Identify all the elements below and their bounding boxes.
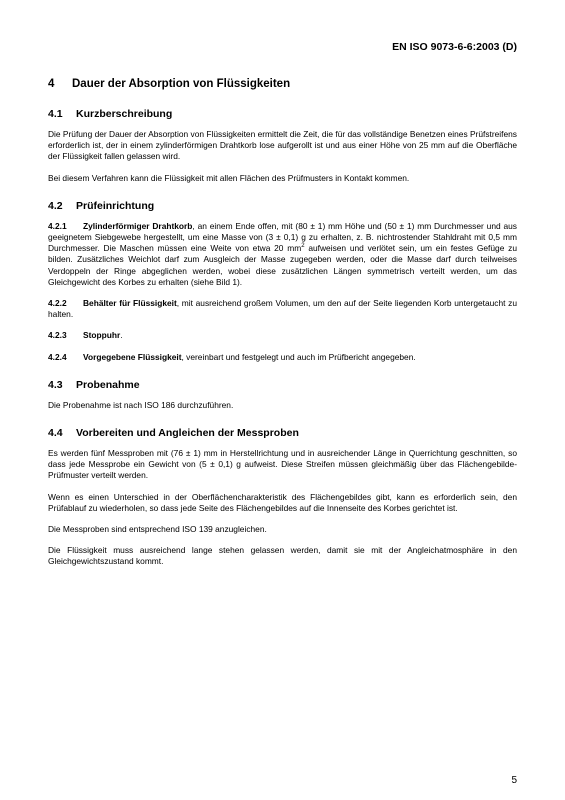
paragraph: Die Probenahme ist nach ISO 186 durchzuführen. xyxy=(48,399,234,410)
item-text: . xyxy=(120,330,123,341)
section-4-heading xyxy=(48,78,517,90)
item-4-2-1 xyxy=(48,221,517,288)
item-text: aufweisen und verlötet sein, um ein festes Gefüge zu bilden. Zusätzliches Weichlot darf zum Ausgleich der Masse zugegeben werden, oder die Masse darf durch teilweises Verdoppeln der Ringe abgeglichen werden, wobei diese zusätzlichen Längen symmetrisch verteilt werden, um das Gleichgewicht des Korbes zu erhalten (siehe Bild 1). xyxy=(48,243,517,287)
section-title: Dauer der Absorption von Flüssigkeiten xyxy=(72,78,291,90)
item-number: 4.2.4 xyxy=(48,351,67,362)
item-number: 4.2.2 xyxy=(48,298,67,309)
page-number: 5 xyxy=(511,775,517,786)
item-text: , mit ausreichend großem Volumen, um den auf der Seite liegenden Korb untergetaucht zu halten. xyxy=(48,298,517,320)
item-4-2-2 xyxy=(48,298,517,320)
item-term: Behälter für Flüssigkeit xyxy=(83,298,177,309)
paragraph: Es werden fünf Messproben mit (76 ± 1) mm in Herstellrichtung und in ausreichender Länge in Querrichtung geschnitten, so dass jede Messprobe ein Gewicht von (5 ± 0,1) g aufweist. Diese Streifen müssen gleichmäßig über das Flächengebilde-Prüfmuster verteilt werden. xyxy=(48,448,517,481)
item-text: , vereinbart und festgelegt und auch im Prüfbericht angegeben. xyxy=(181,351,416,362)
item-term: Stoppuhr xyxy=(83,330,121,341)
item-term: Vorgegebene Flüssigkeit xyxy=(83,351,182,362)
section-title: Probenahme xyxy=(76,378,140,391)
section-number: 4 xyxy=(48,78,55,90)
item-4-2-3 xyxy=(48,330,517,341)
section-4-1-heading xyxy=(48,108,517,120)
paragraph: Wenn es einen Unterschied in der Oberflächencharakteristik des Flächengebildes gibt, kann es erforderlich sein, den Prüfablauf zu wiederholen, so dass jede Seite des Flächengebildes auf die Innenseite des Korbes gerichtet ist. xyxy=(48,491,517,513)
item-text: , an einem Ende offen, mit (80 ± 1) mm Höhe und (50 ± 1) mm Durchmesser und aus geeignetem Siebgewebe hergestellt, um eine Masse von (3 ± 0,1) g zu erhalten, z. B. nichtrostender Stahldraht mit 0,5 mm Durchmesser. Die Maschen müssen eine Weite von etwa 20 mm xyxy=(48,220,517,254)
section-title: Prüfeinrichtung xyxy=(76,199,155,212)
section-4-2-heading xyxy=(48,200,517,212)
section-number: 4.1 xyxy=(48,108,63,120)
paragraph: Bei diesem Verfahren kann die Flüssigkeit mit allen Flächen des Prüfmusters in Kontakt kommen. xyxy=(48,172,410,183)
document-header: EN ISO 9073-6-6:2003 (D) xyxy=(392,41,517,53)
item-number: 4.2.3 xyxy=(48,330,67,341)
paragraph: Die Flüssigkeit muss ausreichend lange stehen gelassen werden, damit sie mit der Angleichatmosphäre in den Gleichgewichtszustand kommt. xyxy=(48,545,517,567)
section-number: 4.2 xyxy=(48,199,63,212)
section-title: Kurzberschreibung xyxy=(76,108,173,120)
paragraph: Die Prüfung der Dauer der Absorption von Flüssigkeiten ermittelt die Zeit, die für das vollständige Benetzen eines Prüfstreifens erforderlich ist, der in einem zylinderförmigen Drahtkorb lose aufgerollt ist und aus einer Höhe von 25 mm auf die Oberfläche der Flüssigkeit fallen gelassen wird. xyxy=(48,129,517,162)
page-content xyxy=(48,78,517,578)
item-4-2-4 xyxy=(48,352,517,363)
item-number: 4.2.1 xyxy=(48,220,67,231)
section-number: 4.3 xyxy=(48,378,63,391)
section-4-3-heading xyxy=(48,379,517,391)
superscript: 2 xyxy=(301,243,305,250)
section-number: 4.4 xyxy=(48,427,63,440)
section-title: Vorbereiten und Angleichen der Messproben xyxy=(76,427,299,440)
paragraph: Die Messproben sind entsprechend ISO 139 anzugleichen. xyxy=(48,524,267,535)
section-4-4-heading xyxy=(48,427,517,439)
item-term: Zylinderförmiger Drahtkorb xyxy=(83,220,193,231)
